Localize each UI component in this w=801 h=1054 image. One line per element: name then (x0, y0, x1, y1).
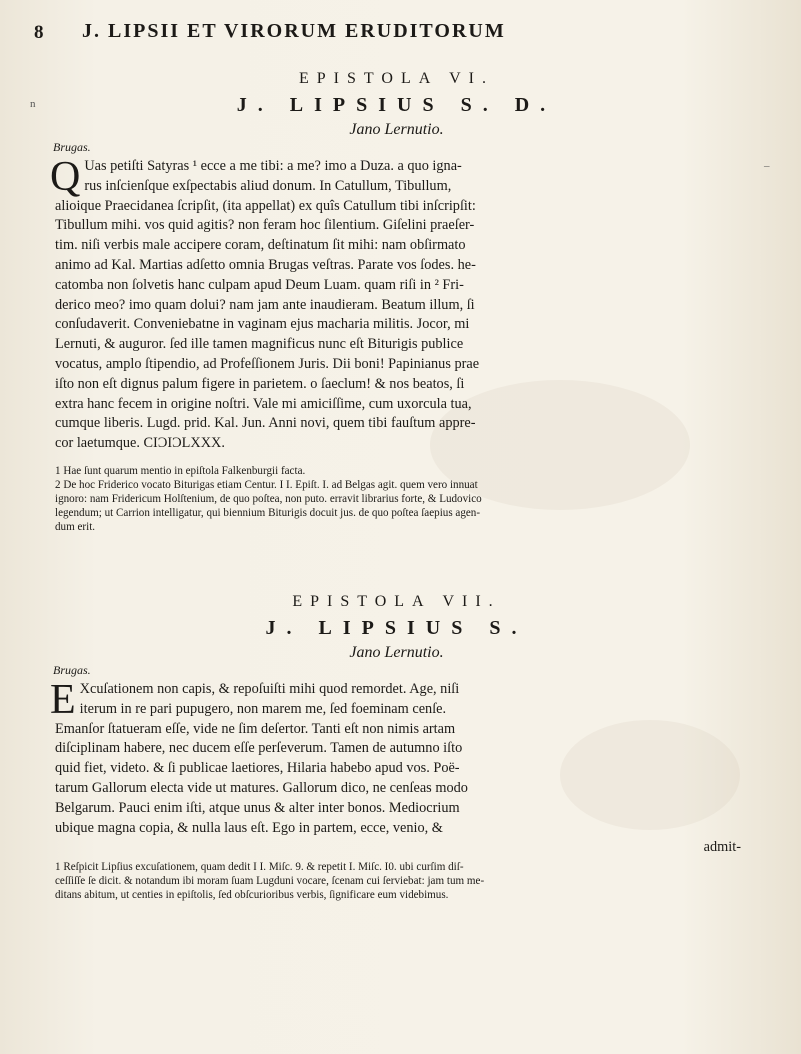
footnotes (52, 860, 741, 902)
body-line: extra hanc fecem in origine noſtri. Vale mi amiciſſime, cum uxorcula tua, (55, 395, 472, 412)
running-head (34, 20, 734, 60)
letter-vi (52, 70, 741, 534)
body-line: ubique magna copia, & nulla laus eſt. Ego in partem, ecce, venio, & (55, 819, 443, 836)
body-line: iſto non eſt dignus palum figere in parietem. o ſaeclum! & nos beatos, ſi (55, 375, 465, 392)
letter-body (50, 677, 741, 858)
running-title: J. LIPSII ET VIRORUM ERUDITORUM (82, 20, 506, 42)
body-line: vocatus, amplo ſtipendio, ad Profeſſionem Juris. Dii boni! Papinianus prae (55, 355, 480, 372)
footnote-line: dum erit. (55, 520, 96, 533)
body-line: Belgarum. Pauci enim iſti, atque unus & alter inter bonos. Mediocrium (55, 799, 460, 816)
drop-cap-initial: Q (50, 154, 81, 200)
body-line: diſciplinam habere, nec ducem eſſe perſeverum. Tamen de autumno iſto (55, 740, 463, 757)
body-line: tarum Gallorum electa vide ut matures. Gallorum dico, ne cenſeas modo (55, 779, 468, 796)
epistola-heading: EPISTOLA VII. (292, 593, 501, 610)
body-line: tim. niſi verbis male accipere coram, deſtinatum ſit mihi: nam obſirmato (55, 237, 466, 254)
letter-body (50, 154, 741, 454)
footnote-line: ignoro: nam Fridericum Holſtenium, de quo poſtea, non puto. erravit librarius forte, & Ludovico (55, 492, 482, 505)
footnote-line: legendum; ut Carrion intelligatur, qui biennium Biturigis docuit jus. de quo poſtea ſaepius agen- (55, 506, 481, 519)
body-line: Lernuti, & auguror. ſed ille tamen magnificus nunc eſt Biturigis publice (55, 336, 464, 353)
body-line: iterum in re pari pupugero, non marem me, ſed foeminam cenſe. (79, 700, 447, 717)
body-line: Xcuſationem non capis, & repoſuiſti mihi quod remordet. Age, niſi (79, 681, 460, 697)
body-line: catomba non ſolvetis hanc culpam apud Deum Luam. quam riſi in ² Fri- (55, 276, 464, 293)
body-line: cumque liberis. Lugd. prid. Kal. Jun. Anni novi, quem tibi fauſtum appre- (55, 415, 476, 432)
body-line: Tibullum mihi. vos quid agitis? non feram hoc ſilentium. Giſelini praeſer- (55, 217, 475, 234)
drop-cap-initial: E (50, 677, 76, 723)
body-line: quid fiet, videto. & ſi publicae laetiores, Hilaria habebo apud vos. Poë- (55, 760, 460, 777)
footnotes (52, 464, 741, 534)
footnote-line: ceſſiſſe ſe dicit. & notandum ibi moram ſuam Lugduni vocare, ſcenam cui ſerviebat: jam tum me- (55, 875, 485, 888)
body-line: cor laetumque. CIϽIϽLXXX. (55, 435, 225, 452)
catchword: admit- (703, 839, 741, 856)
letter-vii (52, 593, 741, 902)
letter-place: Brugas. (53, 663, 91, 677)
footnote-line: ditans abitum, ut centies in epiſtolis, ſed obſcurioribus verbis, ſignificare eum videbimus. (55, 889, 449, 902)
body-line: Uas petiſti Satyras ¹ ecce a me tibi: a me? imo a Duza. a quo igna- (84, 158, 462, 174)
epistola-sender: J. LIPSIUS S. (265, 617, 528, 639)
body-line: derico meo? imo quam dolui? nam jam ante inaudieram. Beatum illum, ſi (55, 296, 475, 313)
epistola-sender: J. LIPSIUS S. D. (236, 94, 557, 116)
epistola-addressee: Jano Lernutio. (349, 644, 444, 661)
page-number: 8 (34, 22, 44, 43)
epistola-heading: EPISTOLA VI. (299, 70, 494, 87)
body-line: alioique Praecidanea ſcripſit, (ita appellat) ex quîs Catullum tibi inſcripſit: (55, 197, 476, 214)
margin-mark: n (30, 98, 36, 110)
footnote-line: 1 Hae ſunt quarum mentio in epiſtola Falkenburgii facta. (55, 464, 306, 477)
footnote-line: 2 De hoc Friderico vocato Biturigas etiam Centur. I I. Epiſt. I. ad Belgas agit. quem vero innuat (55, 478, 478, 491)
body-line: conſudaverit. Conveniebatne in vaginam ejus macharia militis. Jocor, mi (55, 316, 470, 333)
margin-mark: – (764, 160, 770, 172)
epistola-addressee: Jano Lernutio. (349, 121, 444, 138)
body-line: rus inſcienſque exſpectabis aliud donum. In Catullum, Tibullum, (84, 177, 452, 194)
footnote-line: 1 Reſpicit Lipſius excuſationem, quam dedit I I. Miſc. 9. & repetit I. Miſc. I0. ubi curſim diſ- (55, 861, 464, 874)
body-line: animo ad Kal. Martias adſetto omnia Brugas veſtras. Parate vos ſodes. he- (55, 256, 476, 273)
body-line: Emanſor ſtatueram eſſe, vide ne ſim deſertor. Tanti eſt non nimis artam (55, 720, 456, 737)
letter-place: Brugas. (53, 140, 91, 154)
